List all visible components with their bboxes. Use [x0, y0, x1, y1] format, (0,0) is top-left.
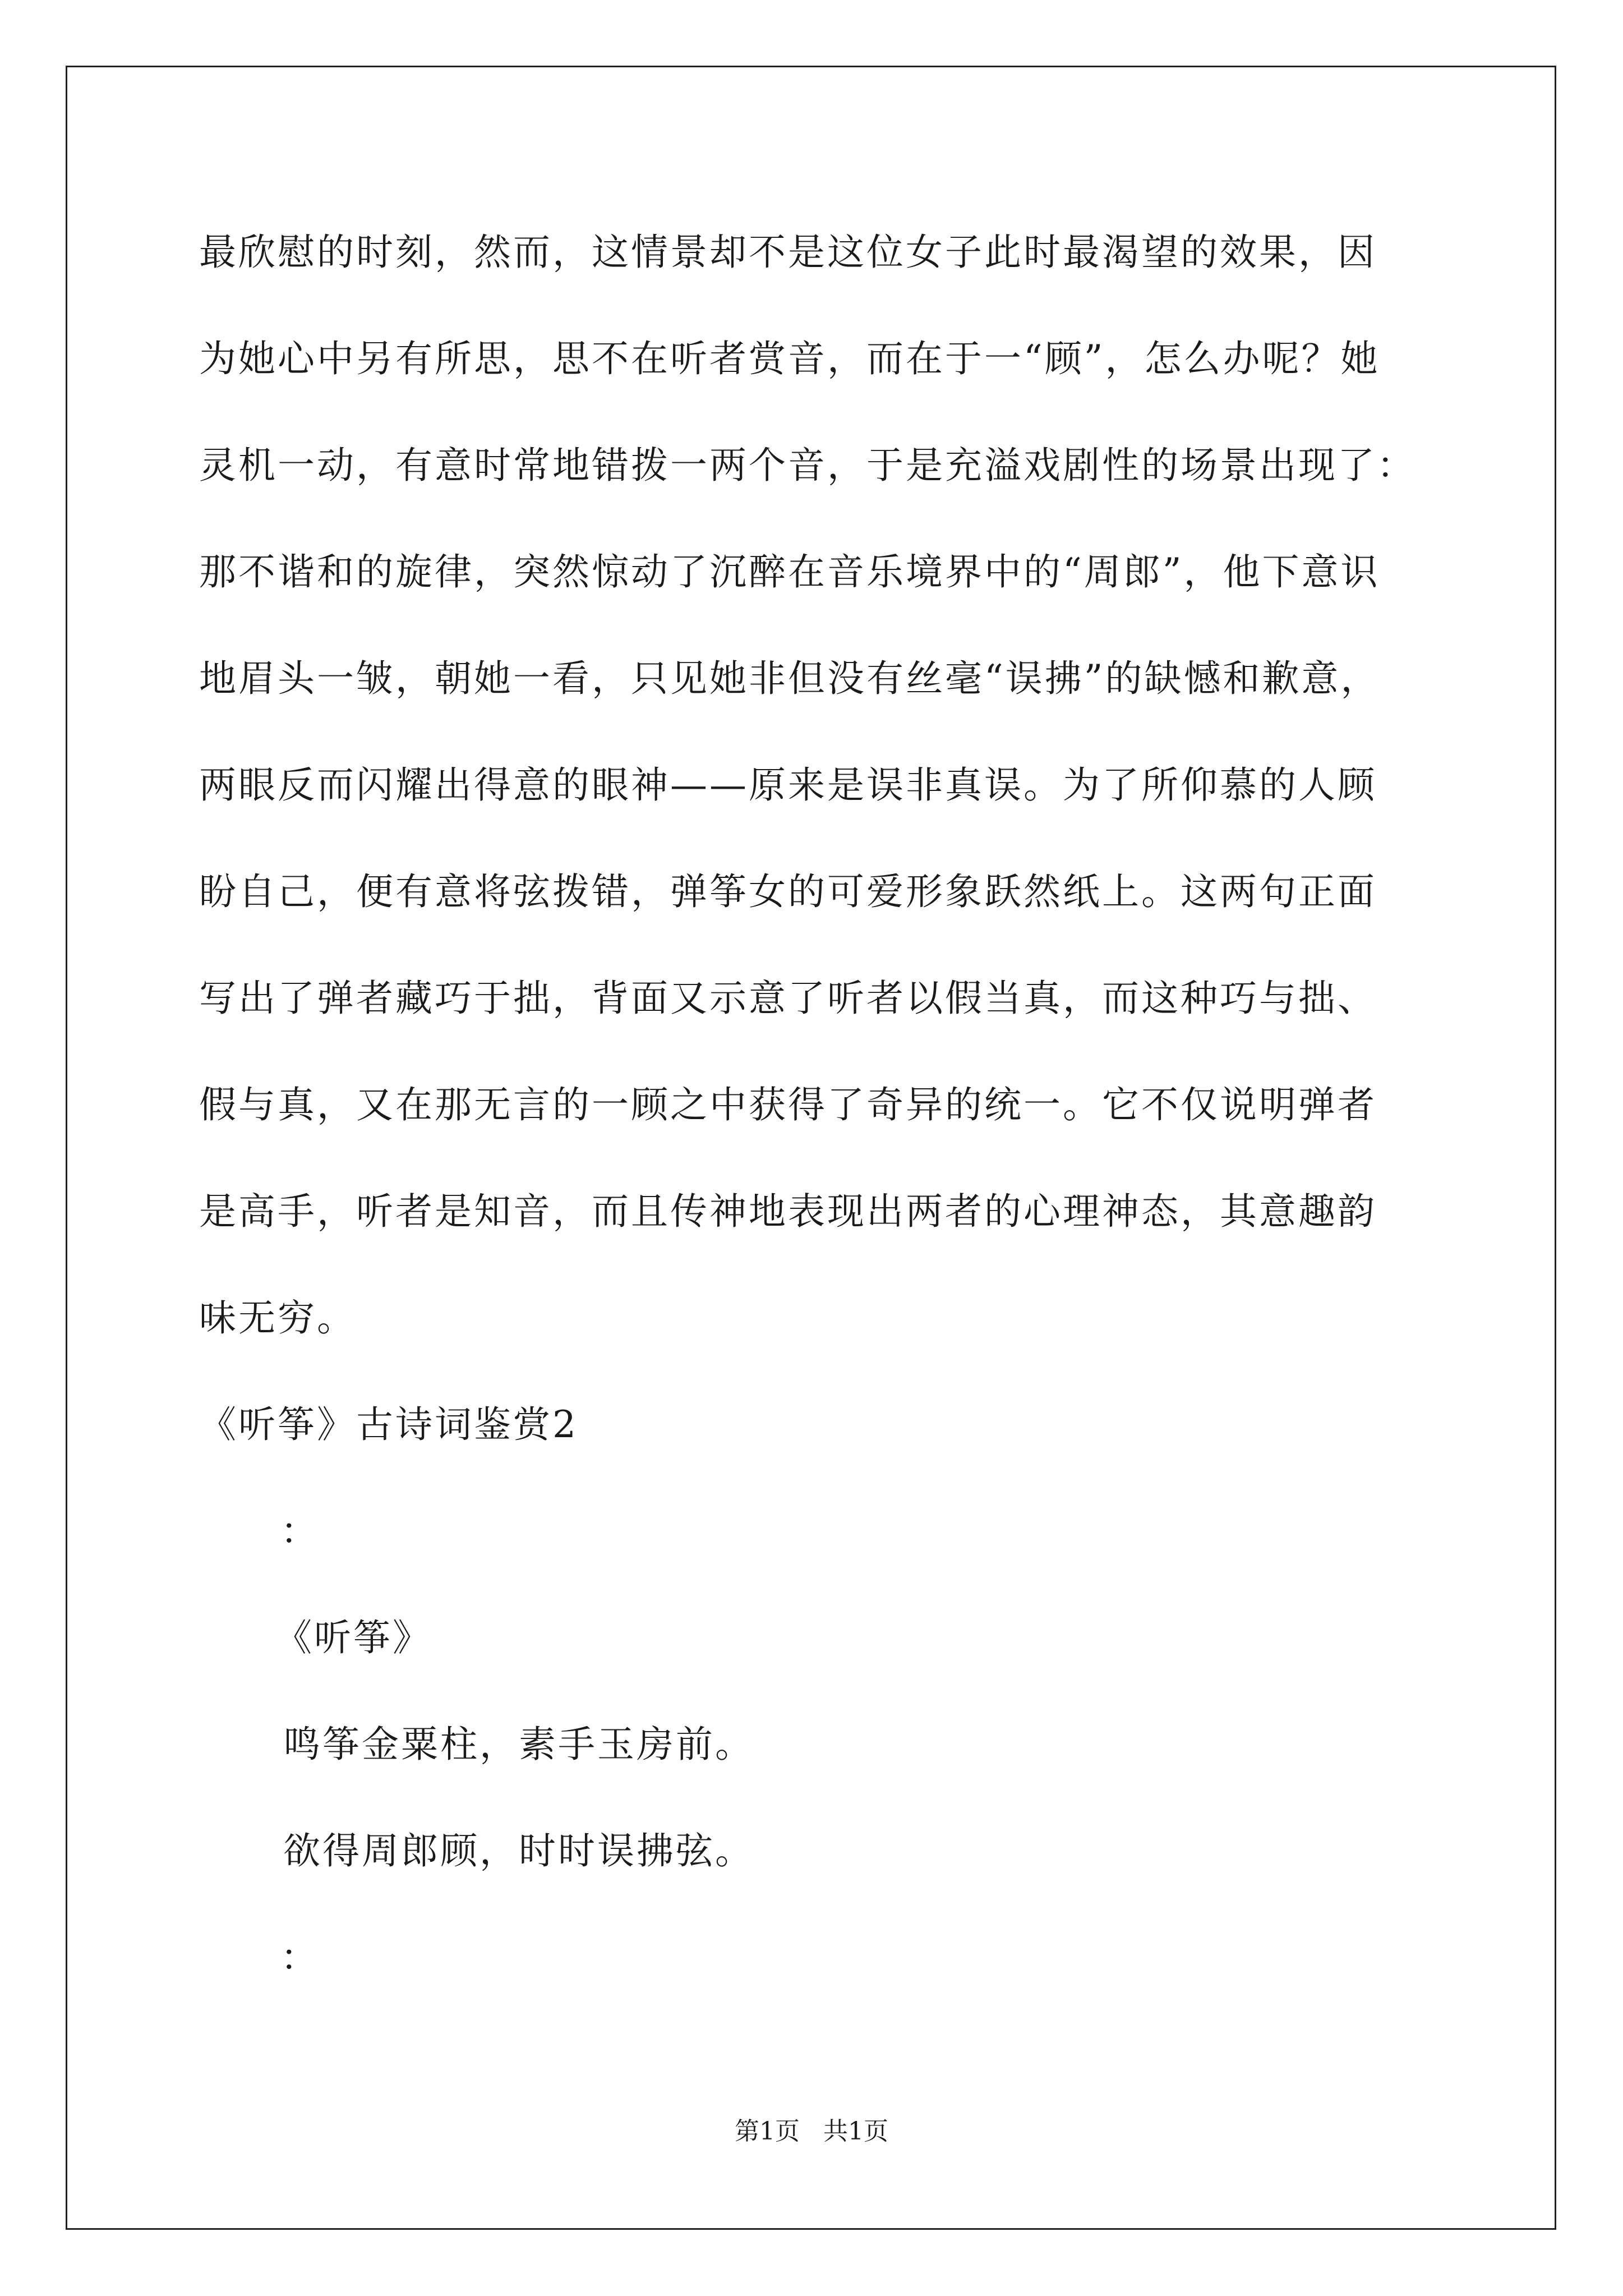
- body-line: 是高手，听者是知音，而且传神地表现出两者的心理神态，其意趣韵: [199, 1190, 1377, 1233]
- page-border: [66, 66, 1556, 2230]
- page-number-total: 共1页: [823, 2117, 888, 2146]
- body-line: 味无穷。: [199, 1296, 356, 1340]
- body-line: 为她心中另有所思，思不在听者赏音，而在于一“顾”，怎么办呢？她: [199, 337, 1380, 380]
- colon-label: ：: [280, 1510, 320, 1553]
- colon-label: ：: [280, 1936, 320, 1979]
- body-line: 地眉头一皱，朝她一看，只见她非但没有丝毫“误拂”的缺憾和歉意，: [199, 657, 1380, 700]
- body-line: 灵机一动，有意时常地错拨一两个音，于是充溢戏剧性的场景出现了：: [199, 444, 1416, 487]
- page-footer: [0, 2115, 1623, 2148]
- poem-line: 欲得周郎顾，时时误拂弦。: [283, 1829, 754, 1872]
- body-line: 写出了弹者藏巧于拙，背面又示意了听者以假当真，而这种巧与拙、: [199, 977, 1377, 1020]
- body-line: 盼自己，便有意将弦拨错，弹筝女的可爱形象跃然纸上。这两句正面: [199, 870, 1377, 913]
- poem-line: 鸣筝金粟柱，素手玉房前。: [283, 1723, 754, 1766]
- body-line: 假与真，又在那无言的一顾之中获得了奇异的统一。它不仅说明弹者: [199, 1083, 1377, 1126]
- page-number-current: 第1页: [735, 2117, 800, 2146]
- body-line: 最欣慰的时刻，然而，这情景却不是这位女子此时最渴望的效果，因: [199, 231, 1377, 274]
- poem-title: 《听筝》: [275, 1616, 432, 1659]
- body-line: 两眼反而闪耀出得意的眼神——原来是误非真误。为了所仰慕的人顾: [199, 763, 1377, 807]
- section-title: 《听筝》古诗词鉴赏2: [199, 1403, 578, 1446]
- body-line: 那不谐和的旋律，突然惊动了沉醉在音乐境界中的“周郎”，他下意识: [199, 550, 1380, 593]
